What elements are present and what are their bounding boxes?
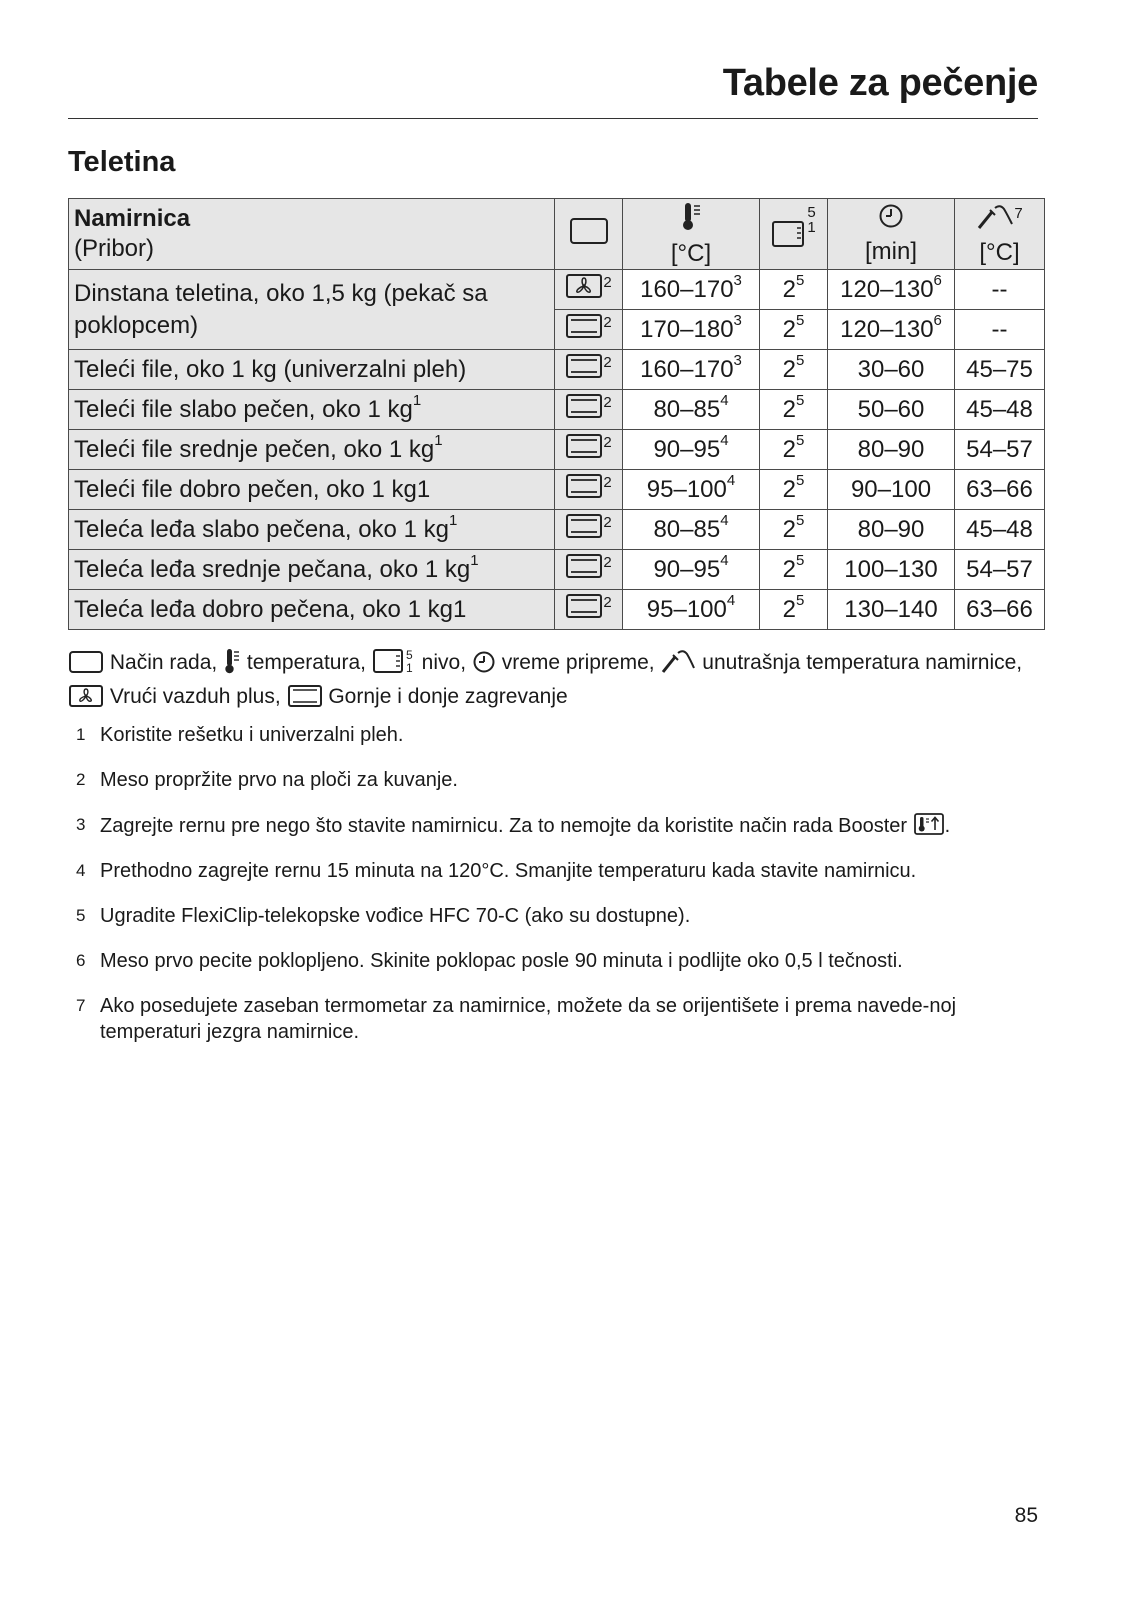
table-row bbox=[69, 430, 1045, 470]
header-mode bbox=[555, 199, 623, 270]
top-bottom-heat-icon bbox=[287, 684, 323, 716]
superscript: 2 bbox=[603, 594, 612, 611]
temperature-cell bbox=[623, 590, 760, 630]
core-temp-value: -- bbox=[991, 315, 1008, 343]
food-name: Teleća leđa srednje pečana, oko 1 kg bbox=[74, 555, 471, 583]
footnote-number: 6 bbox=[76, 951, 86, 970]
temperature-cell bbox=[623, 390, 760, 430]
food-name: Teleći file slabo pečen, oko 1 kg bbox=[74, 395, 413, 423]
superscript: 2 bbox=[603, 434, 612, 451]
header-core-temperature bbox=[955, 199, 1045, 270]
svg-text:5: 5 bbox=[405, 648, 413, 662]
temperature-cell bbox=[623, 470, 760, 510]
superscript: 2 bbox=[603, 274, 612, 291]
legend-top-bottom: Gornje i donje zagrevanje bbox=[328, 685, 568, 708]
footnote-text: Ako posedujete zaseban termometar za namirnice, možete da se orijentišete i prema navede-noj temperaturi jezgra namirnice. bbox=[100, 995, 957, 1043]
footnote-item bbox=[68, 948, 1048, 974]
operating-mode-icon bbox=[68, 650, 104, 682]
superscript: 5 bbox=[796, 311, 805, 329]
top-bottom-heat-icon bbox=[565, 433, 603, 459]
superscript: 3 bbox=[733, 351, 742, 369]
mode-cell bbox=[555, 270, 623, 310]
food-name: Teleći file dobro pečen, oko 1 kg1 bbox=[74, 475, 431, 503]
footnote-suffix: . bbox=[944, 815, 951, 837]
mode-cell bbox=[555, 350, 623, 390]
mode-cell bbox=[555, 470, 623, 510]
food-cell bbox=[69, 590, 555, 630]
footnote-item bbox=[68, 903, 1048, 929]
footnote-item bbox=[68, 858, 1048, 884]
header-temperature bbox=[623, 199, 760, 270]
clock-icon bbox=[878, 203, 904, 229]
core-temp-sup: 7 bbox=[1014, 204, 1023, 222]
roasting-table bbox=[68, 198, 1045, 630]
temperature-value: 90–95 bbox=[653, 555, 721, 583]
fan-icon bbox=[68, 684, 104, 716]
food-probe-icon bbox=[660, 648, 696, 682]
core-temp-value: 54–57 bbox=[966, 435, 1033, 463]
core-temp-value: 45–48 bbox=[966, 515, 1033, 543]
core-temp-unit: [°C] bbox=[979, 238, 1020, 266]
footnote-text: Ugradite FlexiClip-telekopske vođice HFC 70-C (ako su dostupne). bbox=[100, 905, 691, 927]
level-value: 2 bbox=[782, 555, 796, 583]
core-temp-cell bbox=[955, 270, 1045, 310]
footnotes bbox=[68, 722, 1048, 1064]
superscript: 5 bbox=[796, 511, 805, 529]
core-temp-cell bbox=[955, 430, 1045, 470]
clock-icon bbox=[472, 650, 496, 682]
mode-cell bbox=[555, 390, 623, 430]
food-name: Teleći file, oko 1 kg (univerzalni pleh) bbox=[74, 355, 467, 383]
header-food-label: Namirnica bbox=[74, 205, 191, 232]
footnote-item bbox=[68, 767, 1048, 793]
superscript: 4 bbox=[720, 431, 729, 449]
time-cell bbox=[828, 310, 955, 350]
superscript: 1 bbox=[434, 431, 443, 449]
time-value: 120–130 bbox=[840, 275, 934, 303]
superscript: 5 bbox=[796, 431, 805, 449]
shelf-level-icon bbox=[771, 219, 807, 249]
food-cell bbox=[69, 550, 555, 590]
symbol-legend bbox=[68, 648, 1048, 716]
time-cell bbox=[828, 350, 955, 390]
table-row bbox=[69, 510, 1045, 550]
time-cell bbox=[828, 390, 955, 430]
level-cell bbox=[760, 350, 828, 390]
level-cell bbox=[760, 430, 828, 470]
temperature-value: 160–170 bbox=[640, 355, 734, 383]
footnote-text: Zagrejte rernu pre nego što stavite namirnicu. Za to nemojte da koristite način rada Booster bbox=[100, 815, 908, 837]
top-bottom-heat-icon bbox=[565, 353, 603, 379]
level-value: 2 bbox=[782, 395, 796, 423]
temperature-value: 80–85 bbox=[653, 515, 721, 543]
level-value: 2 bbox=[782, 475, 796, 503]
footnote-number: 5 bbox=[76, 906, 86, 925]
level-cell bbox=[760, 590, 828, 630]
food-name: Dinstana teletina, oko 1,5 kg (pekač sa poklopcem) bbox=[74, 279, 488, 339]
food-cell bbox=[69, 510, 555, 550]
core-temp-value: 45–75 bbox=[966, 355, 1033, 383]
core-temp-cell bbox=[955, 470, 1045, 510]
temperature-value: 90–95 bbox=[653, 435, 721, 463]
core-temp-value: 63–66 bbox=[966, 595, 1033, 623]
superscript: 5 bbox=[796, 351, 805, 369]
food-cell bbox=[69, 270, 555, 350]
header-food bbox=[69, 199, 555, 270]
thermometer-icon bbox=[223, 648, 241, 682]
time-cell bbox=[828, 270, 955, 310]
level-value: 2 bbox=[782, 275, 796, 303]
level-value: 2 bbox=[782, 595, 796, 623]
time-value: 90–100 bbox=[850, 475, 932, 503]
table-row bbox=[69, 550, 1045, 590]
superscript: 5 bbox=[796, 551, 805, 569]
fan-icon bbox=[565, 273, 603, 299]
table-row bbox=[69, 470, 1045, 510]
temperature-cell bbox=[623, 350, 760, 390]
level-cell bbox=[760, 390, 828, 430]
time-value: 80–90 bbox=[857, 515, 925, 543]
table-row bbox=[69, 390, 1045, 430]
mode-cell bbox=[555, 590, 623, 630]
mode-cell bbox=[555, 430, 623, 470]
time-value: 80–90 bbox=[857, 435, 925, 463]
time-value: 50–60 bbox=[857, 395, 925, 423]
level-sup-top: 5 bbox=[807, 203, 816, 221]
footnote-number: 1 bbox=[76, 725, 86, 744]
legend-time: vreme pripreme, bbox=[501, 651, 655, 674]
core-temp-value: 54–57 bbox=[966, 555, 1033, 583]
temperature-value: 80–85 bbox=[653, 395, 721, 423]
page-header-title: Tabele za pečenje bbox=[722, 62, 1038, 104]
superscript: 3 bbox=[733, 311, 742, 329]
top-bottom-heat-icon bbox=[565, 593, 603, 619]
core-temp-cell bbox=[955, 350, 1045, 390]
level-value: 2 bbox=[782, 515, 796, 543]
temperature-value: 95–100 bbox=[646, 595, 727, 623]
temperature-unit: [°C] bbox=[670, 239, 712, 267]
temperature-cell bbox=[623, 270, 760, 310]
header-divider bbox=[68, 118, 1038, 119]
temperature-cell bbox=[623, 550, 760, 590]
legend-mode: Način rada, bbox=[109, 651, 218, 674]
mode-cell bbox=[555, 310, 623, 350]
superscript: 2 bbox=[603, 514, 612, 531]
time-cell bbox=[828, 590, 955, 630]
temperature-value: 170–180 bbox=[640, 315, 734, 343]
level-cell bbox=[760, 270, 828, 310]
table-row bbox=[69, 590, 1045, 630]
operating-mode-icon bbox=[569, 217, 609, 245]
superscript: 2 bbox=[603, 394, 612, 411]
top-bottom-heat-icon bbox=[565, 553, 603, 579]
superscript: 2 bbox=[603, 314, 612, 331]
footnote-number: 4 bbox=[76, 861, 86, 880]
booster-icon bbox=[913, 812, 945, 836]
mode-cell bbox=[555, 550, 623, 590]
footnote-text: Prethodno zagrejte rernu 15 minuta na 120°C. Smanjite temperaturu kada stavite namirnicu. bbox=[100, 860, 917, 882]
superscript: 5 bbox=[796, 471, 805, 489]
temperature-value: 160–170 bbox=[640, 275, 734, 303]
level-sup-bottom: 1 bbox=[807, 218, 816, 236]
superscript: 6 bbox=[933, 311, 942, 329]
superscript: 4 bbox=[726, 471, 736, 489]
table-row bbox=[69, 270, 1045, 310]
legend-fan: Vrući vazduh plus, bbox=[109, 685, 281, 708]
footnote-item bbox=[68, 812, 1048, 839]
time-cell bbox=[828, 510, 955, 550]
core-temp-cell bbox=[955, 510, 1045, 550]
superscript: 4 bbox=[720, 391, 729, 409]
legend-core: unutrašnja temperatura namirnice, bbox=[702, 651, 1023, 674]
core-temp-cell bbox=[955, 310, 1045, 350]
footnote-text: Meso propržite prvo na ploči za kuvanje. bbox=[100, 769, 458, 791]
header-level bbox=[760, 199, 828, 270]
footnote-text: Meso prvo pecite poklopljeno. Skinite poklopac posle 90 minuta i podlijte oko 0,5 l tečnosti. bbox=[100, 950, 903, 972]
time-value: 130–140 bbox=[844, 595, 938, 623]
time-value: 30–60 bbox=[857, 355, 925, 383]
footnote-number: 2 bbox=[76, 770, 86, 789]
food-name: Teleća leđa dobro pečena, oko 1 kg1 bbox=[74, 595, 467, 623]
temperature-cell bbox=[623, 310, 760, 350]
table-row bbox=[69, 350, 1045, 390]
footnote-text: Koristite rešetku i univerzalni pleh. bbox=[100, 724, 404, 746]
food-name: Teleća leđa slabo pečena, oko 1 kg bbox=[74, 515, 449, 543]
superscript: 4 bbox=[726, 591, 736, 609]
food-probe-icon bbox=[976, 202, 1014, 230]
time-cell bbox=[828, 470, 955, 510]
superscript: 5 bbox=[796, 591, 805, 609]
header-accessory-label: (Pribor) bbox=[74, 235, 155, 262]
thermometer-icon bbox=[680, 201, 702, 231]
core-temp-cell bbox=[955, 390, 1045, 430]
superscript: 6 bbox=[933, 271, 942, 289]
page-number: 85 bbox=[1014, 1504, 1038, 1527]
superscript: 2 bbox=[603, 554, 612, 571]
level-value: 2 bbox=[782, 315, 796, 343]
core-temp-value: 63–66 bbox=[966, 475, 1033, 503]
top-bottom-heat-icon bbox=[565, 393, 603, 419]
footnote-number: 3 bbox=[76, 815, 86, 834]
time-cell bbox=[828, 430, 955, 470]
time-unit: [min] bbox=[864, 237, 917, 265]
legend-temperature: temperatura, bbox=[246, 651, 366, 674]
food-cell bbox=[69, 430, 555, 470]
level-cell bbox=[760, 550, 828, 590]
food-name: Teleći file srednje pečen, oko 1 kg bbox=[74, 435, 435, 463]
core-temp-cell bbox=[955, 550, 1045, 590]
core-temp-cell bbox=[955, 590, 1045, 630]
level-value: 2 bbox=[782, 435, 796, 463]
superscript: 1 bbox=[448, 511, 458, 529]
superscript: 5 bbox=[796, 391, 805, 409]
superscript: 1 bbox=[470, 551, 479, 569]
food-cell bbox=[69, 470, 555, 510]
superscript: 4 bbox=[720, 551, 729, 569]
time-cell bbox=[828, 550, 955, 590]
level-cell bbox=[760, 310, 828, 350]
footnote-item bbox=[68, 722, 1048, 748]
superscript: 2 bbox=[603, 474, 612, 491]
superscript: 3 bbox=[733, 271, 742, 289]
time-value: 120–130 bbox=[840, 315, 934, 343]
superscript: 5 bbox=[796, 271, 805, 289]
level-cell bbox=[760, 470, 828, 510]
top-bottom-heat-icon bbox=[565, 473, 603, 499]
superscript: 2 bbox=[603, 354, 612, 371]
food-cell bbox=[69, 390, 555, 430]
shelf-level-icon bbox=[372, 648, 416, 682]
header-time bbox=[828, 199, 955, 270]
temperature-cell bbox=[623, 510, 760, 550]
core-temp-value: 45–48 bbox=[966, 395, 1033, 423]
level-value: 2 bbox=[782, 355, 796, 383]
table-header-row bbox=[69, 199, 1045, 270]
food-cell bbox=[69, 350, 555, 390]
legend-level: nivo, bbox=[421, 651, 467, 674]
time-value: 100–130 bbox=[844, 555, 938, 583]
temperature-cell bbox=[623, 430, 760, 470]
superscript: 1 bbox=[412, 391, 422, 409]
superscript: 4 bbox=[720, 511, 729, 529]
top-bottom-heat-icon bbox=[565, 513, 603, 539]
svg-text:1: 1 bbox=[405, 661, 413, 674]
footnote-item bbox=[68, 993, 1048, 1045]
top-bottom-heat-icon bbox=[565, 313, 603, 339]
footnote-number: 7 bbox=[76, 996, 86, 1015]
mode-cell bbox=[555, 510, 623, 550]
temperature-value: 95–100 bbox=[646, 475, 727, 503]
core-temp-value: -- bbox=[991, 275, 1008, 303]
level-cell bbox=[760, 510, 828, 550]
section-title: Teletina bbox=[68, 146, 176, 178]
